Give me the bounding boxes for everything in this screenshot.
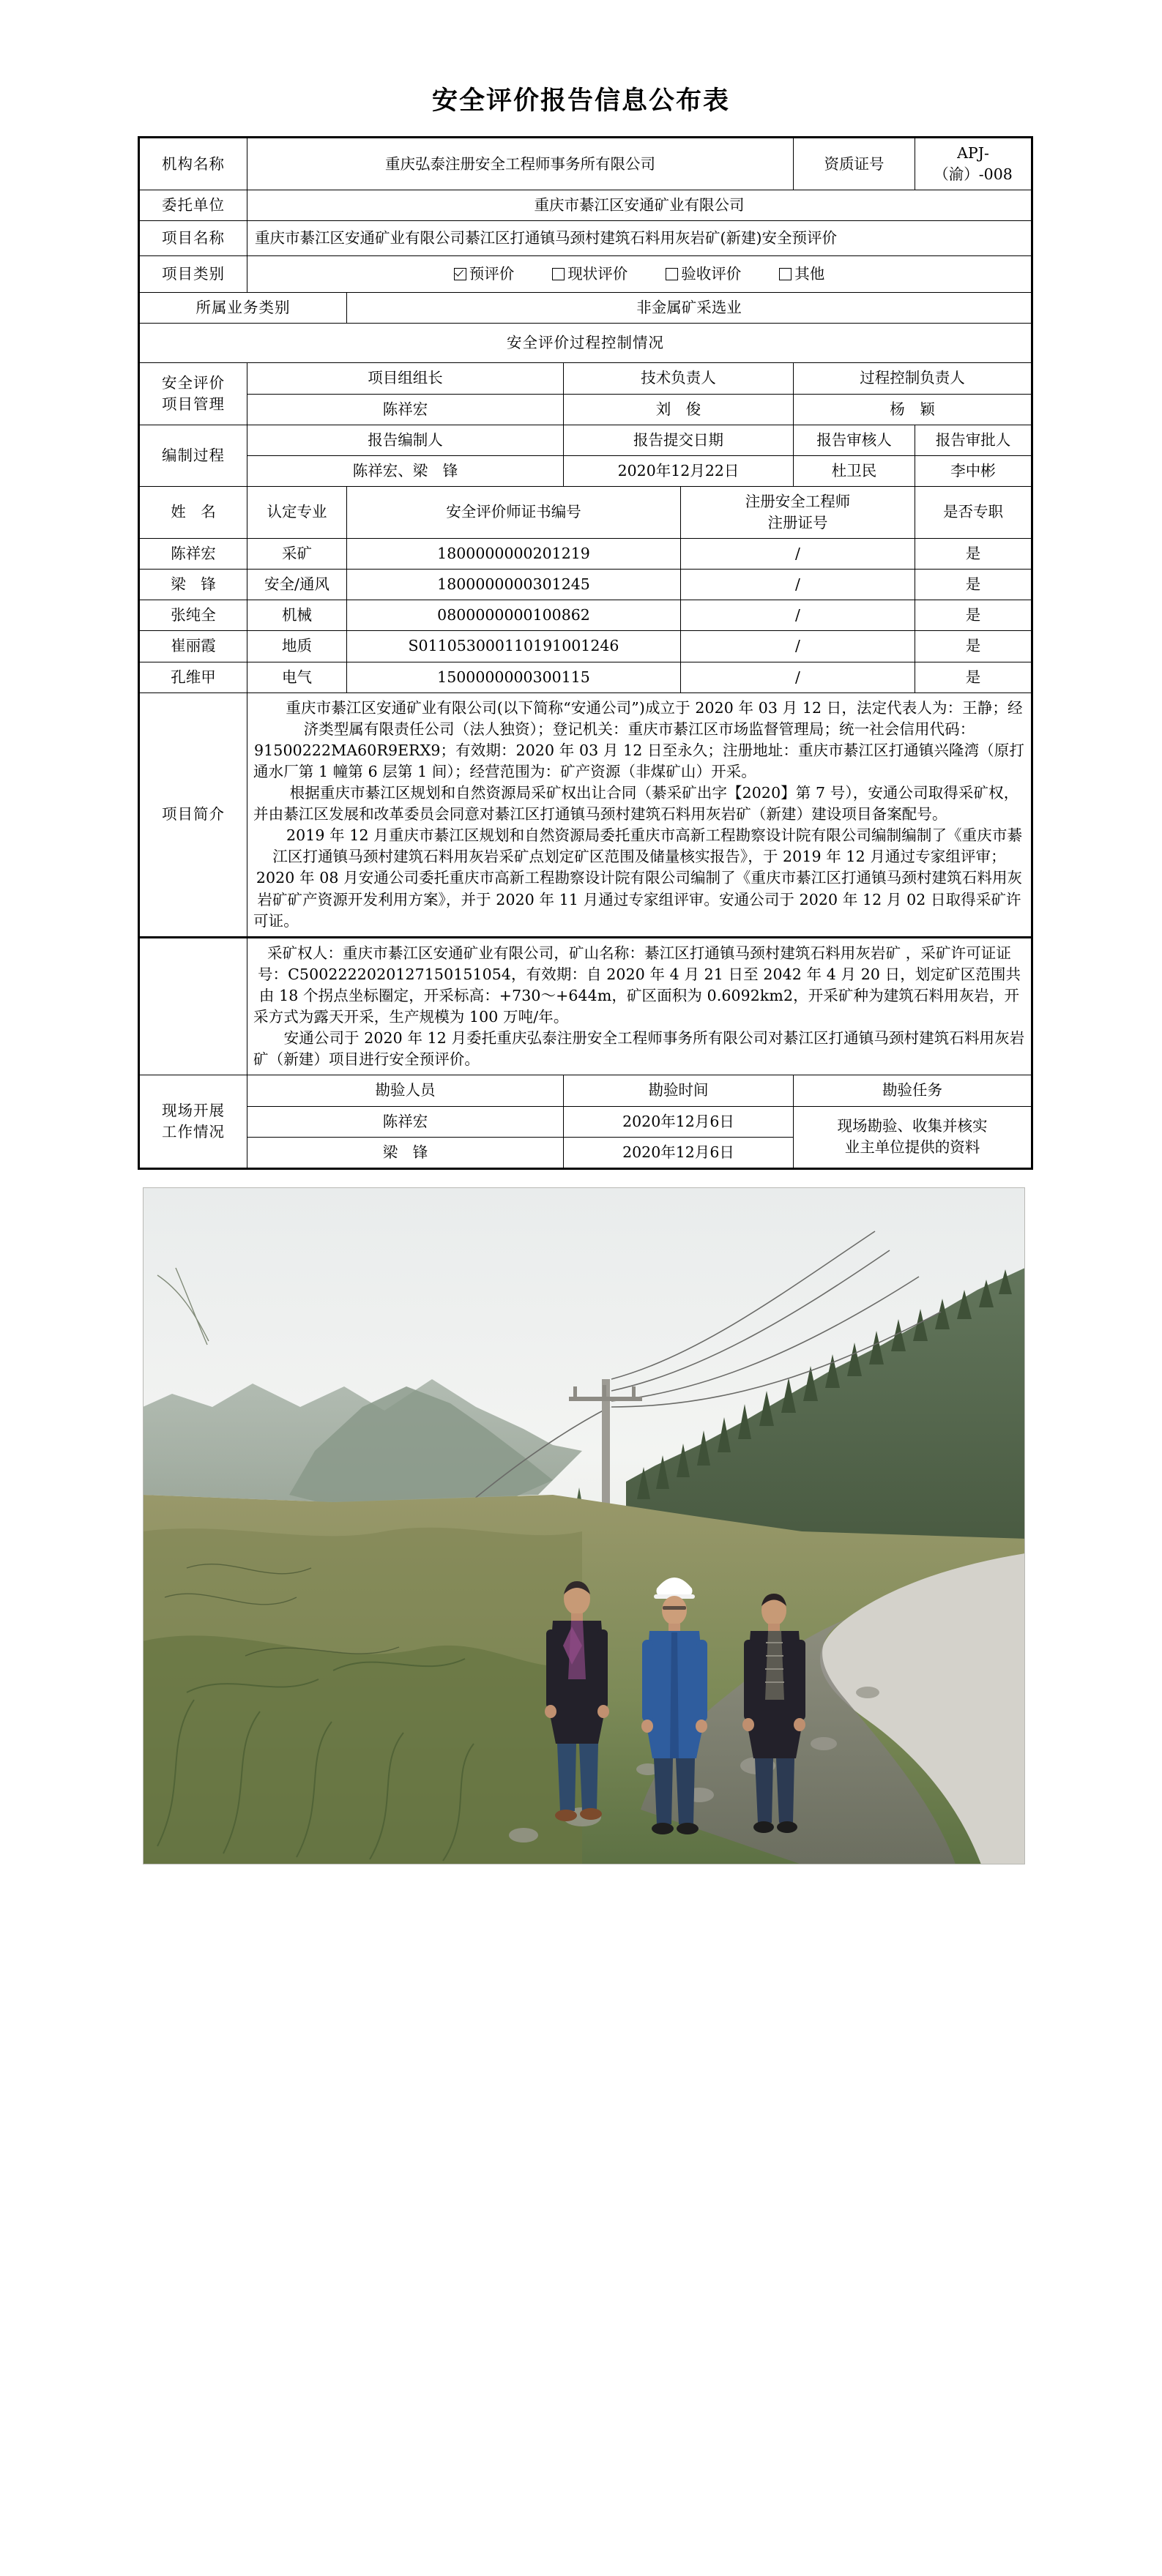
personnel-registration: / <box>681 662 915 692</box>
personnel-header-registration <box>681 486 915 538</box>
client-label: 委托单位 <box>139 190 247 221</box>
compile-process-label: 编制过程 <box>139 425 247 486</box>
process-control-section-title: 安全评价过程控制情况 <box>139 324 1032 363</box>
personnel-header-registration-line2: 注册证号 <box>767 513 828 531</box>
project-management-label-line1: 安全评价 <box>162 373 225 392</box>
photo-glasses <box>663 1606 686 1610</box>
cert-no-label: 资质证号 <box>794 138 915 190</box>
project-category-cell <box>247 256 1032 293</box>
category-option-current-status[interactable] <box>552 264 627 285</box>
compile-header-reviewer: 报告审核人 <box>794 425 915 455</box>
personnel-major: 地质 <box>247 631 347 662</box>
table-row-business-category <box>139 293 1032 324</box>
project-category-label: 项目类别 <box>139 256 247 293</box>
personnel-registration: / <box>681 570 915 600</box>
personnel-cert: S011053000110191001246 <box>347 631 681 662</box>
category-option-other[interactable] <box>779 264 824 285</box>
org-name-value: 重庆弘泰注册安全工程师事务所有限公司 <box>247 138 794 190</box>
mgmt-header-process: 过程控制负责人 <box>794 363 1032 394</box>
category-label: 现状评价 <box>567 265 628 283</box>
info-table <box>138 136 1033 1170</box>
compile-value-approver: 李中彬 <box>915 455 1032 486</box>
personnel-name: 张纯全 <box>139 600 247 631</box>
site-work-date: 2020年12月6日 <box>564 1137 794 1168</box>
checkbox-icon[interactable] <box>779 268 792 280</box>
site-work-person: 梁 锋 <box>247 1137 564 1168</box>
table-row-client <box>139 190 1032 221</box>
site-work-task-line1: 现场勘验、收集并核实 <box>837 1117 988 1135</box>
site-work-header-person: 勘验人员 <box>247 1075 564 1106</box>
site-photo-container <box>137 1187 1025 1864</box>
personnel-fulltime: 是 <box>915 570 1032 600</box>
category-option-pre-assessment[interactable] <box>454 264 515 285</box>
org-name-label: 机构名称 <box>139 138 247 190</box>
personnel-cert: 1500000000300115 <box>347 662 681 692</box>
business-category-label: 所属业务类别 <box>139 293 347 324</box>
client-value: 重庆市綦江区安通矿业有限公司 <box>247 190 1032 221</box>
intro-paragraph-1: 重庆市綦江区安通矿业有限公司(以下简称“安通公司”)成立于 2020 年 03 月 12 日，法定代表人为：王静；经济类型属有限责任公司（法人独资）；登记机关：重庆市綦江区市场监督管理局；统一社会信用代码：91500222MA60R9ERX9；有效期：2020 年 03 月 12 日至永久；注册地址：重庆市綦江区打通镇兴隆湾（原打通水厂第 1 幢第 6 层第 1 间）；经营范围为：矿产资源（非煤矿山）开采。 <box>253 698 1024 780</box>
photo-person-left-jeans <box>557 1744 576 1811</box>
site-inspection-photo <box>143 1187 1025 1864</box>
personnel-header-registration-line1: 注册安全工程师 <box>745 492 851 510</box>
mgmt-value-tech: 刘 俊 <box>564 394 794 425</box>
personnel-registration: / <box>681 600 915 631</box>
checkbox-icon[interactable] <box>666 268 678 280</box>
photo-person-right-sweater <box>765 1631 784 1700</box>
site-work-label-line1: 现场开展 <box>162 1102 225 1120</box>
personnel-name: 梁 锋 <box>139 570 247 600</box>
personnel-name: 崔丽霞 <box>139 631 247 662</box>
site-work-task-line2: 业主单位提供的资料 <box>844 1138 980 1157</box>
personnel-cert: 1800000000201219 <box>347 539 681 570</box>
business-category-value: 非金属矿采选业 <box>347 293 1032 324</box>
compile-value-date: 2020年12月22日 <box>564 455 794 486</box>
mining-paragraph-2: 安通公司于 2020 年 12 月委托重庆弘泰注册安全工程师事务所有限公司对綦江区打通镇马颈村建筑石料用灰岩矿（新建）项目进行安全预评价。 <box>253 1029 1025 1069</box>
table-row-project-name <box>139 221 1032 256</box>
site-work-label-line2: 工作情况 <box>162 1123 225 1141</box>
mgmt-value-leader: 陈祥宏 <box>247 394 564 425</box>
compile-header-approver: 报告审批人 <box>915 425 1032 455</box>
personnel-name: 孔维甲 <box>139 662 247 692</box>
personnel-cert: 0800000000100862 <box>347 600 681 631</box>
personnel-fulltime: 是 <box>915 539 1032 570</box>
table-row-project-intro <box>139 692 1032 937</box>
mgmt-header-leader: 项目组组长 <box>247 363 564 394</box>
table-row <box>139 662 1032 692</box>
personnel-header-fulltime: 是否专职 <box>915 486 1032 538</box>
checkbox-icon[interactable] <box>552 268 565 280</box>
compile-value-author: 陈祥宏、梁 锋 <box>247 455 564 486</box>
mining-rights-text <box>247 937 1032 1075</box>
table-row <box>139 1106 1032 1137</box>
site-work-person: 陈祥宏 <box>247 1106 564 1137</box>
table-row <box>139 631 1032 662</box>
personnel-major: 安全/通风 <box>247 570 347 600</box>
category-checkbox-group <box>252 264 1027 285</box>
main-table-container <box>0 136 1162 1170</box>
compile-header-date: 报告提交日期 <box>564 425 794 455</box>
table-row <box>139 600 1032 631</box>
table-row-compile-values <box>139 455 1032 486</box>
personnel-major: 采矿 <box>247 539 347 570</box>
site-work-header-date: 勘验时间 <box>564 1075 794 1106</box>
personnel-name: 陈祥宏 <box>139 539 247 570</box>
site-work-task <box>794 1106 1032 1168</box>
table-row-process-control-title <box>139 324 1032 363</box>
personnel-header-major: 认定专业 <box>247 486 347 538</box>
table-row-mgmt-headers <box>139 363 1032 394</box>
table-row-site-work-headers <box>139 1075 1032 1106</box>
table-row-project-category <box>139 256 1032 293</box>
project-intro-label: 项目简介 <box>139 692 247 937</box>
photo-person-center-jeans <box>654 1758 673 1824</box>
project-name-label: 项目名称 <box>139 221 247 256</box>
intro-paragraph-2: 根据重庆市綦江区规划和自然资源局采矿权出让合同（綦采矿出字【2020】第 7 号），安通公司取得采矿权，并由綦江区发展和改革委员会同意对綦江区打通镇马颈村建筑石料用灰岩矿（新建）建设项目备案配号。 <box>253 784 1019 824</box>
photo-person-right-jeans <box>755 1758 773 1823</box>
page-title: 安全评价报告信息公布表 <box>431 86 730 116</box>
compile-value-reviewer: 杜卫民 <box>794 455 915 486</box>
personnel-header-name: 姓 名 <box>139 486 247 538</box>
compile-header-author: 报告编制人 <box>247 425 564 455</box>
project-management-label <box>139 363 247 425</box>
table-row-personnel-header <box>139 486 1032 538</box>
project-intro-text <box>247 692 1032 937</box>
table-row-org <box>139 138 1032 190</box>
category-label: 预评价 <box>469 265 515 283</box>
personnel-fulltime: 是 <box>915 631 1032 662</box>
personnel-registration: / <box>681 539 915 570</box>
personnel-header-cert: 安全评价师证书编号 <box>347 486 681 538</box>
table-row <box>139 539 1032 570</box>
project-name-value: 重庆市綦江区安通矿业有限公司綦江区打通镇马颈村建筑石料用灰岩矿(新建)安全预评价 <box>247 221 1032 256</box>
category-label: 其他 <box>794 265 825 283</box>
mgmt-header-tech: 技术负责人 <box>564 363 794 394</box>
project-management-label-line2: 项目管理 <box>162 395 225 414</box>
personnel-fulltime: 是 <box>915 600 1032 631</box>
personnel-major: 电气 <box>247 662 347 692</box>
mining-paragraph-1: 采矿权人：重庆市綦江区安通矿业有限公司，矿山名称：綦江区打通镇马颈村建筑石料用灰岩矿 ，采矿许可证证号：C5002222020127150151054，有效期：自 2020 年 4 月 21 日至 2042 年 4 月 20 日，划定矿区范围共由 18 个拐点坐标圈定，开采标高：+730～+644m，矿区面积为 0.6092km2，开采矿种为建筑石料用灰岩，开采方式为露天开采，生产规模为 100 万吨/年。 <box>253 944 1021 1026</box>
personnel-fulltime: 是 <box>915 662 1032 692</box>
mining-rights-empty-label <box>139 937 247 1075</box>
category-label: 验收评价 <box>681 265 742 283</box>
personnel-major: 机械 <box>247 600 347 631</box>
table-row <box>139 570 1032 600</box>
table-row-mgmt-values <box>139 394 1032 425</box>
checkbox-checked-icon[interactable] <box>454 268 466 280</box>
table-row-mining-rights <box>139 937 1032 1075</box>
site-work-label <box>139 1075 247 1168</box>
table-row-compile-headers <box>139 425 1032 455</box>
personnel-registration: / <box>681 631 915 662</box>
site-work-header-task: 勘验任务 <box>794 1075 1032 1106</box>
category-option-acceptance[interactable] <box>666 264 741 285</box>
mgmt-value-process: 杨 颖 <box>794 394 1032 425</box>
intro-paragraph-3: 2019 年 12 月重庆市綦江区规划和自然资源局委托重庆市高新工程勘察设计院有限公司编制编制了《重庆市綦江区打通镇马颈村建筑石料用灰岩采矿点划定矿区范围及储量核实报告》，于 2019 年 12 月通过专家组评审；2020 年 08 月安通公司委托重庆市高新工程勘察设计院有限公司编制了《重庆市綦江区打通镇马颈村建筑石料用灰岩矿矿产资源开发利用方案》，并于 2020 年 11 月通过专家组评审。安通公司于 2020 年 12 月 02 日取得采矿许可证。 <box>253 826 1023 930</box>
personnel-cert: 1800000000301245 <box>347 570 681 600</box>
cert-no-value: APJ-（渝）-008 <box>915 138 1032 190</box>
site-work-date: 2020年12月6日 <box>564 1106 794 1137</box>
